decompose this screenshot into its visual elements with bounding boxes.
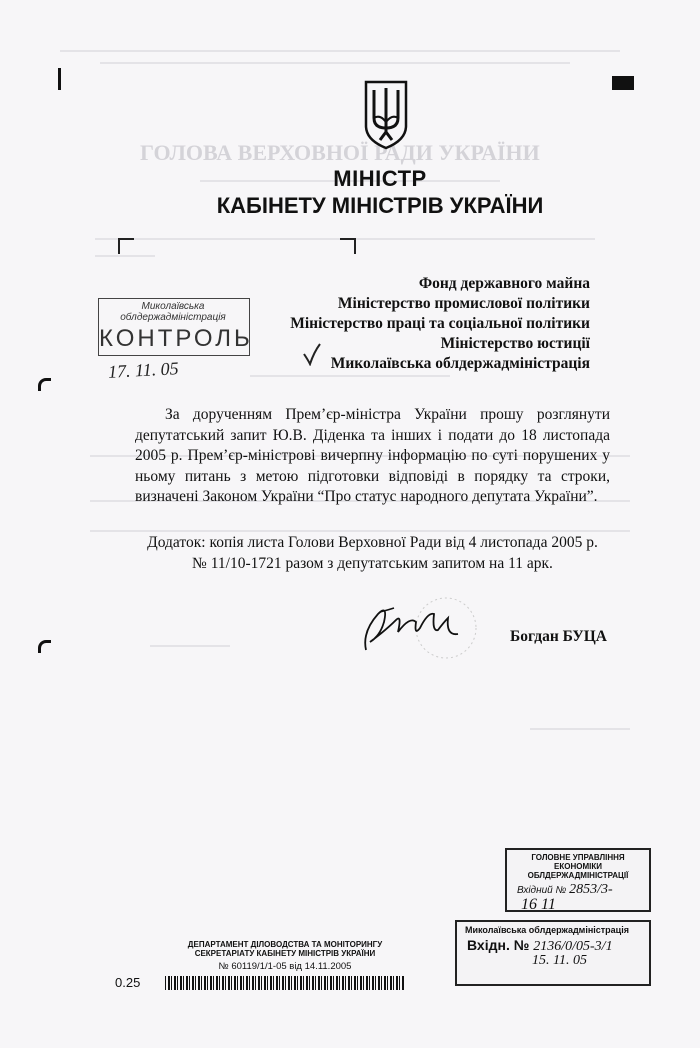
scan-mark — [612, 76, 634, 90]
bleed-through-heading: ГОЛОВА ВЕРХОВНОЇ РАДИ УКРАЇНИ — [140, 140, 540, 165]
signer-name: Богдан БУЦА — [510, 628, 607, 645]
scan-noise — [530, 728, 630, 730]
registry-label — [170, 940, 400, 972]
scan-noise — [150, 645, 230, 647]
addressee-item: Міністерство юстиції — [440, 335, 590, 352]
oda-registration-stamp — [455, 920, 651, 986]
appendix-line1: Додаток: копія листа Голови Верховної Ради від 4 листопада 2005 р. — [147, 534, 598, 551]
punch-hole-mark — [38, 378, 51, 391]
registry-barcode — [165, 976, 405, 990]
oda-stamp-date: 15. 11. 05 — [532, 953, 587, 968]
economy-stamp-number-row: Вхідний № 2853/3- — [517, 882, 613, 897]
oda-stamp-org: Миколаївська облдержадміністрація — [465, 925, 629, 935]
scan-noise — [95, 255, 155, 257]
scan-noise — [90, 530, 630, 532]
registry-dept-line1: ДЕПАРТАМЕНТ ДІЛОВОДСТВА ТА МОНІТОРИНГУ — [187, 940, 383, 949]
appendix-line2: № 11/10-1721 разом з депутатським запитом на 11 арк. — [192, 554, 553, 572]
punch-hole-mark — [38, 640, 51, 653]
handwritten-signature — [358, 592, 478, 662]
appendix-note — [135, 533, 610, 574]
addressee-list — [290, 274, 590, 374]
address-corner-left — [118, 238, 134, 254]
trident-emblem-icon — [362, 80, 410, 150]
letter-body: За дорученням Прем’єр-міністра України прошу розглянути депутатський запит Ю.В. Діденка та інших і подати до 18 листопада 2005 р. Прем’єр-міністрові вичерпну інформацію по суті порушених у ньому питань з метою підготовки відповіді в порядку та строки, визначені Законом України “Про статус народного депутата України”. — [135, 406, 610, 505]
addressee-item: Миколаївська облдержадміністрація — [330, 355, 590, 372]
title-minister: МІНІСТР — [333, 166, 427, 191]
handwritten-control-date: 17. 11. 05 — [107, 358, 180, 382]
scan-noise — [100, 62, 570, 64]
addressee-item: Фонд державного майна — [418, 275, 590, 292]
registry-dept-line2: СЕКРЕТАРІАТУ КАБІНЕТУ МІНІСТРІВ УКРАЇНИ — [194, 949, 376, 958]
title-cabinet: КАБІНЕТУ МІНІСТРІВ УКРАЇНИ — [216, 193, 544, 218]
control-stamp-org: Миколаївська облдержадміністрація — [120, 301, 226, 323]
addressee-item: Міністерство промислової політики — [337, 295, 590, 312]
addressee-item: Міністерство праці та соціальної політики — [290, 315, 590, 332]
economy-stamp-date: 16 11 — [521, 896, 556, 913]
scan-mark — [58, 68, 61, 90]
address-corner-right — [340, 238, 356, 254]
control-stamp-word: КОНТРОЛЬ — [99, 325, 253, 352]
oda-stamp-number-row: Вхідн. № 2136/0/05-3/1 — [467, 937, 613, 954]
registry-corner-number: 0.25 — [115, 975, 141, 990]
economy-registration-stamp — [505, 848, 651, 912]
scan-noise — [250, 375, 450, 377]
control-stamp — [98, 298, 253, 356]
economy-stamp-org: ГОЛОВНЕ УПРАВЛІННЯ ЕКОНОМІКИ ОБЛДЕРЖАДМІНІСТРАЦІЇ — [527, 853, 629, 880]
scan-noise — [60, 50, 620, 52]
registry-number: № 60119/1/1-05 від 14.11.2005 — [218, 961, 352, 972]
handwritten-check-mark — [300, 342, 322, 366]
